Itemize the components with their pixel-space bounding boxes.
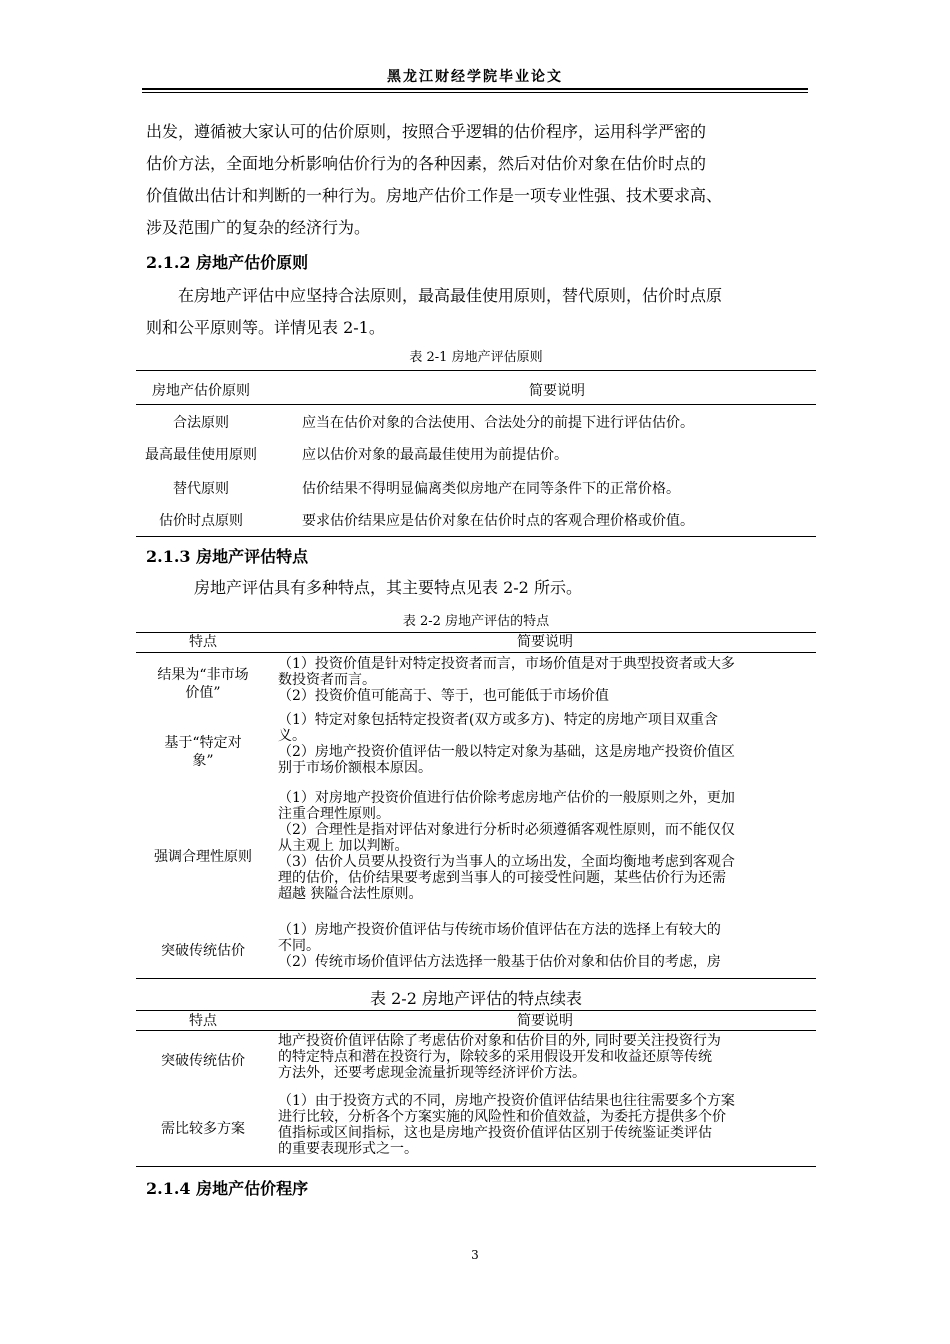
table-top-rule	[136, 1010, 816, 1011]
text-line: （1）对房地产投资价值进行估价除考虑房地产估价的一般原则之外，更加	[278, 790, 735, 806]
text-line: 从主观上 加以判断。	[278, 838, 409, 854]
text-line: （2）合理性是指对评估对象进行分析时必须遵循客观性原则，而不能仅仅	[278, 822, 735, 838]
text-line: （3）估价人员要从投资行为当事人的立场出发，全面均衡地考虑到客观合	[278, 854, 735, 870]
text-line: 出发，遵循被大家认可的估价原则，按照合乎逻辑的估价程序，运用科学严密的	[146, 122, 707, 141]
table-row-desc: 要求估价结果应是估价对象在估价时点的客观合理价格或价值。	[302, 513, 694, 529]
intro-paragraph	[146, 116, 812, 244]
text-line: 价值做出估计和判断的一种行为。房地产估价工作是一项专业性强、技术要求高、	[146, 186, 723, 205]
section-heading-2-1-4: 2.1.4 房地产估价程序	[146, 1179, 309, 1198]
table-caption: 表 2-2 房地产评估的特点	[402, 614, 550, 629]
page-number: 3	[471, 1248, 479, 1262]
table-row-name: 合法原则	[173, 415, 229, 431]
text-line: 方法外，还要考虑现金流量折现等经济评价方法。	[278, 1065, 586, 1081]
text-line: 义。	[278, 728, 306, 744]
table-row-desc: 应当在估价对象的合法使用、合法处分的前提下进行评估估价。	[302, 415, 694, 431]
text-line: （2）投资价值可能高于、等于，也可能低于市场价值	[278, 688, 609, 704]
table-bottom-rule	[136, 978, 816, 979]
table-header-cell: 特点	[189, 634, 217, 650]
text-line: （1）特定对象包括特定投资者(双方或多方)、特定的房地产项目双重含	[278, 712, 718, 728]
features-paragraph: 房地产评估具有多种特点，其主要特点见表 2-2 所示。	[194, 578, 582, 597]
text-line: 价值”	[185, 685, 221, 701]
text-line: 地产投资价值评估除了考虑估价对象和估价目的外, 同时要关注投资行为	[278, 1033, 721, 1049]
table-row-name	[136, 666, 270, 702]
text-line: 别于市场价额根本原因。	[278, 760, 432, 776]
text-line: 需比较多方案	[161, 1121, 245, 1137]
table-header-cell: 简要说明	[517, 634, 573, 650]
text-line: 数投资者而言。	[278, 672, 376, 688]
table-row-name	[136, 942, 270, 960]
text-line: 超越 狭隘合法性原则。	[278, 886, 423, 902]
table-row-desc	[278, 712, 812, 776]
table-row-name	[136, 848, 270, 866]
text-line: 象”	[192, 753, 214, 769]
section-heading-2-1-3: 2.1.3 房地产评估特点	[146, 547, 309, 566]
table-row-desc	[278, 790, 812, 902]
text-line: 涉及范围广的复杂的经济行为。	[146, 218, 371, 237]
table-bottom-rule	[136, 536, 816, 537]
table-header-cell: 简要说明	[529, 383, 585, 399]
table-row-desc	[278, 656, 812, 704]
table-header-rule	[136, 1030, 816, 1031]
table-header-cell: 简要说明	[517, 1013, 573, 1029]
text-line: 突破传统估价	[161, 943, 245, 959]
table-row-name: 替代原则	[173, 481, 229, 497]
text-line: （2）房地产投资价值评估一般以特定对象为基础，这是房地产投资价值区	[278, 744, 735, 760]
principles-paragraph	[146, 280, 812, 344]
text-line: 在房地产评估中应坚持合法原则，最高最佳使用原则，替代原则，估价时点原	[178, 286, 723, 305]
text-line: （1）由于投资方式的不同，房地产投资价值评估结果也往往需要多个方案	[278, 1093, 735, 1109]
table-row-desc: 应以估价对象的最高最佳使用为前提估价。	[302, 447, 568, 463]
table-row-desc	[278, 1033, 812, 1081]
table-row-desc	[278, 1093, 812, 1157]
table-bottom-rule	[136, 1166, 816, 1167]
table-caption: 表 2-1 房地产评估原则	[409, 350, 543, 365]
text-line: （2）传统市场价值评估方法选择一般基于估价对象和估价目的考虑，房	[278, 954, 721, 970]
table-caption: 表 2-2 房地产评估的特点续表	[370, 989, 582, 1008]
table-header-cell: 特点	[189, 1013, 217, 1029]
text-line: 进行比较，分析各个方案实施的风险性和价值效益，为委托方提供多个价	[278, 1109, 726, 1125]
text-line: 的重要表现形式之一。	[278, 1141, 418, 1157]
section-heading-2-1-2: 2.1.2 房地产估价原则	[146, 253, 309, 272]
text-line: 强调合理性原则	[154, 849, 252, 865]
table-row-desc	[278, 922, 812, 970]
table-row-name	[136, 1052, 270, 1070]
table-row-name: 最高最佳使用原则	[145, 447, 257, 463]
table-header-cell: 房地产估价原则	[152, 383, 250, 399]
text-line: 基于“特定对	[164, 735, 242, 751]
text-line: 不同。	[278, 938, 320, 954]
running-header: 黑龙江财经学院毕业论文	[387, 69, 563, 85]
text-line: 值指标或区间指标，这也是房地产投资价值评估区别于传统鉴证类评估	[278, 1125, 712, 1141]
text-line: 理的估价，估价结果要考虑到当事人的可接受性问题，某些估价行为还需	[278, 870, 726, 886]
text-line: 注重合理性原则。	[278, 806, 390, 822]
header-rule-thick	[142, 88, 808, 90]
table-top-rule	[136, 632, 816, 633]
table-row-desc: 估价结果不得明显偏离类似房地产在同等条件下的正常价格。	[302, 481, 680, 497]
text-line: 结果为“非市场	[157, 667, 249, 683]
text-line: （1）房地产投资价值评估与传统市场价值评估在方法的选择上有较大的	[278, 922, 721, 938]
table-row-name	[136, 1120, 270, 1138]
table-header-rule	[136, 404, 816, 405]
table-header-rule	[136, 652, 816, 653]
table-top-rule	[136, 370, 816, 371]
text-line: 则和公平原则等。详情见表 2-1。	[146, 318, 385, 337]
table-row-name: 估价时点原则	[159, 513, 243, 529]
table-row-name	[136, 734, 270, 770]
text-line: 估价方法，全面地分析影响估价行为的各种因素，然后对估价对象在估价时点的	[146, 154, 707, 173]
header-rule-thin	[142, 92, 808, 93]
text-line: 突破传统估价	[161, 1053, 245, 1069]
text-line: （1）投资价值是针对特定投资者而言，市场价值是对于典型投资者或大多	[278, 656, 735, 672]
text-line: 的特定特点和潜在投资行为，除较多的采用假设开发和收益还原等传统	[278, 1049, 712, 1065]
